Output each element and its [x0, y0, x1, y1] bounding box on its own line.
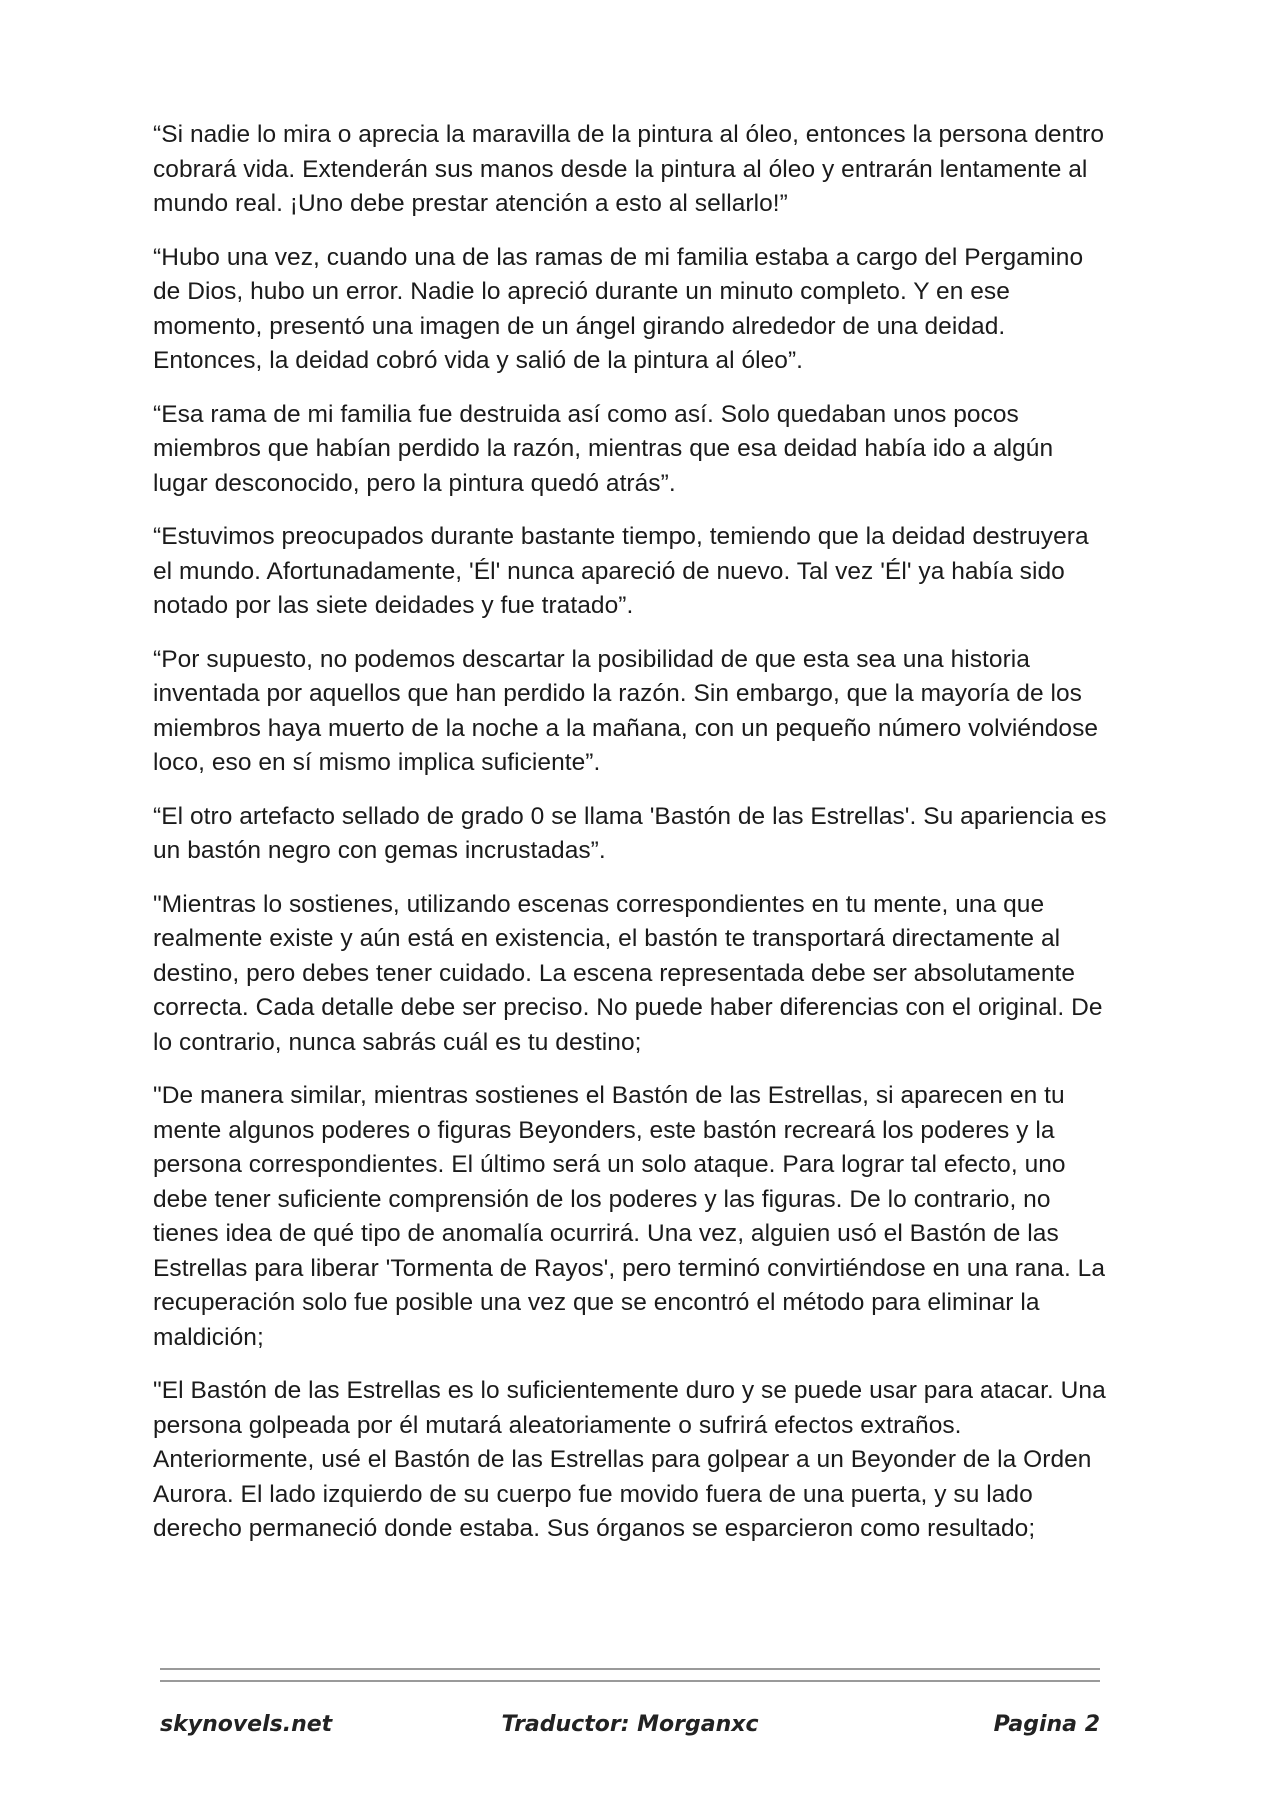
footer-translator: Traductor: Morganxc	[501, 1712, 759, 1737]
paragraph: "El Bastón de las Estrellas es lo suficientemente duro y se puede usar para atacar. Una persona golpeada por él mutará aleatoriamente o sufrirá efectos extraños. Anteriormente, usé el Bastón de las Estrellas para golpear a un Beyonder de la Orden Aurora. El lado izquierdo de su cuerpo fue movido fuera de una puerta, y su lado derecho permaneció donde estaba. Sus órganos se esparcieron como resultado;	[153, 1377, 1106, 1542]
paragraph: “Esa rama de mi familia fue destruida así como así. Solo quedaban unos pocos miembros que habían perdido la razón, mientras que esa deidad había ido a algún lugar desconocido, pero la pintura quedó atrás”.	[153, 400, 1054, 497]
paragraph: “Si nadie lo mira o aprecia la maravilla de la pintura al óleo, entonces la persona dentro cobrará vida. Extenderán sus manos desde la pintura al óleo y entrarán lentamente al mundo real. ¡Uno debe prestar atención a esto al sellarlo!”	[153, 121, 1105, 217]
footer-page-number: Pagina 2	[993, 1712, 1100, 1737]
footer-divider-bottom	[160, 1680, 1100, 1682]
body-text	[153, 118, 1108, 1566]
footer-site: skynovels.net	[160, 1712, 333, 1737]
paragraph: “Hubo una vez, cuando una de las ramas de mi familia estaba a cargo del Pergamino de Dios, hubo un error. Nadie lo apreció durante un minuto completo. Y en ese momento, presentó una imagen de un ángel girando alrededor de una deidad. Entonces, la deidad cobró vida y salió de la pintura al óleo”.	[153, 243, 1084, 374]
paragraph: “El otro artefacto sellado de grado 0 se llama 'Bastón de las Estrellas'. Su apariencia es un bastón negro con gemas incrustadas”.	[153, 802, 1107, 864]
paragraph: "Mientras lo sostienes, utilizando escenas correspondientes en tu mente, una que realmente existe y aún está en existencia, el bastón te transportará directamente al destino, pero debes tener cuidado. La escena representada debe ser absolutamente correcta. Cada detalle debe ser preciso. No puede haber diferencias con el original. De lo contrario, nunca sabrás cuál es tu destino;	[153, 890, 1103, 1056]
paragraph: "De manera similar, mientras sostienes el Bastón de las Estrellas, si aparecen en tu mente algunos poderes o figuras Beyonders, este bastón recreará los poderes y la persona correspondientes. El último será un solo ataque. Para lograr tal efecto, uno debe tener suficiente comprensión de los poderes y las figuras. De lo contrario, no tienes idea de qué tipo de anomalía ocurrirá. Una vez, alguien usó el Bastón de las Estrellas para liberar 'Tormenta de Rayos', pero terminó convirtiéndose en una rana. La recuperación solo fue posible una vez que se encontró el método para eliminar la maldición;	[153, 1082, 1106, 1351]
paragraph: “Estuvimos preocupados durante bastante tiempo, temiendo que la deidad destruyera el mundo. Afortunadamente, 'Él' nunca apareció de nuevo. Tal vez 'Él' ya había sido notado por las siete deidades y fue tratado”.	[153, 523, 1089, 619]
page-footer	[160, 1712, 1100, 1748]
paragraph: “Por supuesto, no podemos descartar la posibilidad de que esta sea una historia inventada por aquellos que han perdido la razón. Sin embargo, que la mayoría de los miembros haya muerto de la noche a la mañana, con un pequeño número volviéndose loco, eso en sí mismo implica suficiente”.	[153, 645, 1099, 776]
footer-divider-top	[160, 1668, 1100, 1670]
